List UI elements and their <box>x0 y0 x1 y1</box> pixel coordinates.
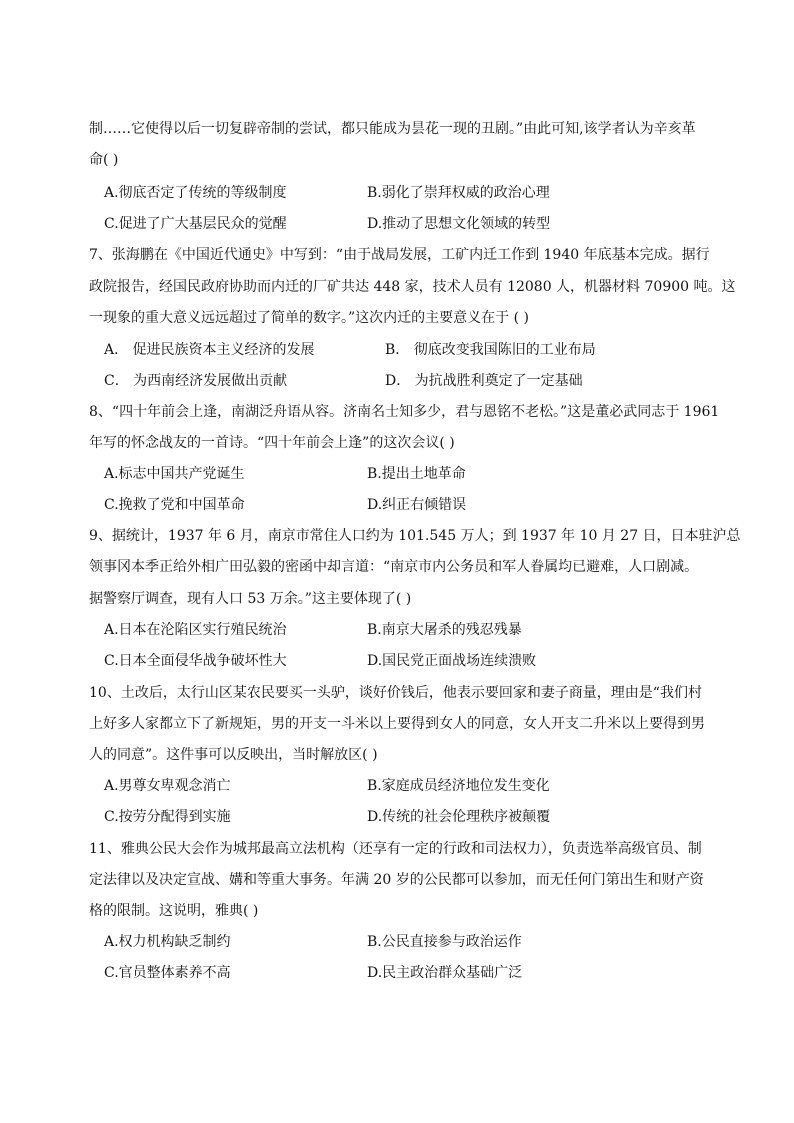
q6-line-1: 制……它使得以后一切复辟帝制的尝试，都只能成为昙花一现的丑剧。”由此可知,该学者认为辛亥革 <box>89 121 696 137</box>
q9-option-d: D.国民党正面战场连续溃败 <box>367 653 537 669</box>
q7-option-a: A． 促进民族资本主义经济的发展 <box>104 342 315 358</box>
q9-option-c: C.日本全面侵华战争破坏性大 <box>104 653 287 669</box>
q7-line-3: 一现象的重大意义远远超过了简单的数字。”这次内迁的主要意义在于 ( ) <box>89 310 529 326</box>
q6-option-c: C.促进了广大基层民众的觉醒 <box>104 216 287 232</box>
q9-option-b: B.南京大屠杀的残忍残暴 <box>367 622 522 638</box>
q7-line-2: 政院报告，经国民政府协助而内迁的厂矿共达 448 家，技术人员有 12080 人，机器材料 70900 吨。这 <box>89 279 736 295</box>
q8-line-2: 年写的怀念战友的一首诗。“四十年前会上逢”的这次会议( ) <box>89 435 455 451</box>
q11-line-1: 11、雅典公民大会作为城邦最高立法机构（还享有一定的行政和司法权力），负责选举高级官员、制 <box>89 841 702 857</box>
q10-option-b: B.家庭成员经济地位发生变化 <box>367 778 550 794</box>
q11-line-3: 格的限制。这说明，雅典( ) <box>89 903 259 919</box>
q6-option-a: A.彻底否定了传统的等级制度 <box>104 185 287 201</box>
q9-line-3: 据警察厅调查，现有人口 53 万余。”这主要体现了( ) <box>89 591 412 607</box>
q6-line-2: 命( ) <box>89 152 119 168</box>
q7-option-b: B． 彻底改变我国陈旧的工业布局 <box>385 342 596 358</box>
q7-line-1: 7、张海鹏在《中国近代通史》中写到：“由于战局发展，工矿内迁工作到 1940 年底基本完成。据行 <box>89 247 710 263</box>
q6-option-d: D.推动了思想文化领域的转型 <box>367 216 551 232</box>
q8-option-c: C.挽救了党和中国革命 <box>104 497 245 513</box>
q9-option-a: A.日本在沦陷区实行殖民统治 <box>104 622 287 638</box>
q10-line-3: 人的同意”。这件事可以反映出，当时解放区( ) <box>89 747 378 763</box>
q8-option-b: B.提出土地革命 <box>367 466 466 482</box>
q10-line-2: 上好多人家都立下了新规矩，男的开支一斗米以上要得到女人的同意，女人开支二升米以上要得到男 <box>89 716 705 732</box>
q6-option-b: B.弱化了崇拜权威的政治心理 <box>367 185 550 201</box>
q11-line-2: 定法律以及决定宣战、媾和等重大事务。年满 20 岁的公民都可以参加，而无任何门第出生和财产资 <box>89 872 704 888</box>
q11-option-a: A.权力机构缺乏制约 <box>104 934 231 950</box>
q10-option-c: C.按劳分配得到实施 <box>104 809 231 825</box>
q9-line-2: 领事冈本季正给外相广田弘毅的密函中却言道：“南京市内公务员和军人眷属均已避难，人口剧减。 <box>89 559 699 575</box>
q11-option-c: C.官员整体素养不高 <box>104 965 231 981</box>
q7-option-c: C． 为西南经济发展做出贡献 <box>104 373 288 389</box>
q9-line-1: 9、据统计，1937 年 6 月，南京市常住人口约为 101.545 万人；到 1937 年 10 月 27 日，日本驻沪总 <box>89 528 741 544</box>
q11-option-b: B.公民直接参与政治运作 <box>367 934 522 950</box>
q8-line-1: 8、“四十年前会上逢，南湖泛舟语从容。济南名士知多少，君与恩铭不老松。”这是董必武同志于 1961 <box>89 404 720 420</box>
q11-option-d: D.民主政治群众基础广泛 <box>367 965 523 981</box>
q10-line-1: 10、土改后，太行山区某农民要买一头驴，谈好价钱后，他表示要回家和妻子商量，理由是“我们村 <box>89 685 702 701</box>
q7-option-d: D． 为抗战胜利奠定了一定基础 <box>385 373 583 389</box>
q10-option-d: D.传统的社会伦理秩序被颠覆 <box>367 809 551 825</box>
q8-option-a: A.标志中国共产党诞生 <box>104 466 245 482</box>
q10-option-a: A.男尊女卑观念消亡 <box>104 778 231 794</box>
q8-option-d: D.纠正右倾错误 <box>367 497 467 513</box>
